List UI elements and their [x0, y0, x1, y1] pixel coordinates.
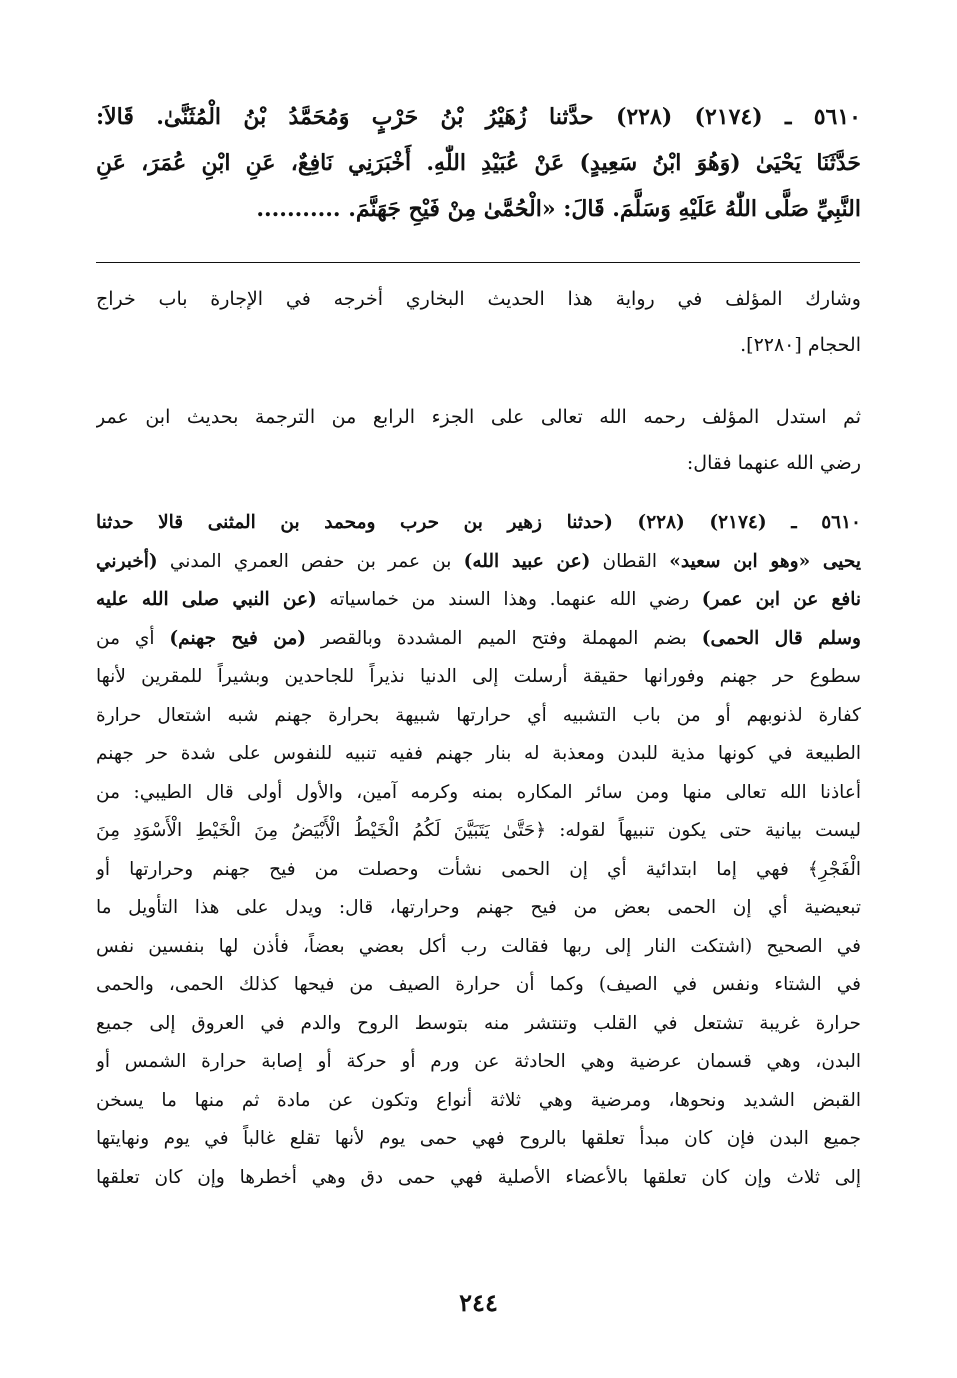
commentary-line: جميع البدن فإن كان مبدأ تعلقها بالروح فهي حمى يوم لأنها تقلع غالباً في يوم ونهايتها [96, 1128, 861, 1149]
separator-rule [96, 262, 860, 263]
lead-line: رضي الله عنهما فقال: [686, 452, 861, 474]
bold-run: (من فيح جهنم) [169, 627, 307, 649]
commentary-line [96, 543, 861, 582]
hadith-line: النَّبِيِّ صَلَّى اللّٰهُ عَلَيْهِ وَسَلَّمَ. قَالَ: «الْحُمَّىٰ مِنْ فَيْحِ جَهَنَّمَ. ........... [256, 196, 861, 222]
text-run: رضي الله عنهما. وهذا السند من خماسياته [316, 589, 702, 610]
bold-run: (عن عبيد الله) [463, 550, 591, 572]
commentary-line: سطوع حر جهنم وفورانها حقيقة أرسلت إلى الدنيا نذيراً للجاحدين وبشيراً للمقرين لأنها [96, 666, 861, 687]
lead-line: ثم استدل المؤلف رحمه الله تعالى على الجزء الرابع من الترجمة بحديث ابن عمر [96, 406, 861, 428]
bold-run: ٥٦١٠ ـ (٢١٧٤) (٢٢٨) (حدثنا زهير بن حرب ومحمد بن المثنى قالا حدثنا [96, 512, 861, 533]
bold-run: وسلم قال الحمى) [701, 627, 861, 649]
commentary-line: حرارة غريبة تشتعل في القلب وتنتشر منه بتوسط الروح والدم في العروق إلى جميع [96, 1012, 861, 1034]
commentary-line: البدن، وهي قسمان عرضية وهي الحادثة عن ورم أو حركة أو إصابة حرارة الشمس أو [96, 1051, 861, 1072]
commentary-line [96, 504, 861, 543]
commentary-line: ليست بيانية حتى يكون تنبيهاً لقوله: ﴿حَتَّىٰ يَتَبَيَّنَ لَكُمُ الْخَيْطُ الْأَبْيَضُ مِنَ الْخَيْطِ الْأَسْوَدِ مِنَ [96, 820, 861, 841]
intro-line: الحجام [٢٢٨٠]. [740, 334, 861, 356]
commentary-text [96, 504, 861, 1197]
bold-run: نافع عن ابن عمر) [701, 589, 861, 610]
bold-run: (عن النبي صلى الله عليه [96, 589, 317, 610]
bold-run: يحيى «وهو ابن سعيد» [669, 550, 861, 572]
hadith-text [96, 94, 861, 232]
hadith-line: ٥٦١٠ ـ (٢١٧٤) (٢٢٨) حدَّثنا زُهَيْرُ بْنُ حَرْبٍ وَمُحَمَّدُ بْنُ الْمُثَنَّىٰ. قَالاَ: [96, 104, 861, 130]
commentary-line: تبعيضية أي إن الحمى بعض من فيح جهنم وحرارتها، قال: ويدل على هذا التأويل ما [96, 897, 861, 918]
commentary-line [96, 581, 861, 620]
page-number: ٢٤٤ [459, 1288, 498, 1317]
bold-run: (أخبرني [96, 550, 158, 572]
commentary-line: إلى ثلاث وإن كان تعلقها بالأعضاء الأصلية فهي حمى دق وهي أخطرها وإن كان تعلقها [96, 1166, 861, 1188]
text-run: أي من [96, 627, 170, 649]
commentary-line: القبض الشديد ونحوها، ومرضية وهي ثلاثة أنواع وتكون عن مادة ثم منها ما يسخن [96, 1089, 861, 1111]
text-run: بضم المهملة وفتح الميم المشددة وبالقصر [306, 627, 702, 649]
commentary-line: في الشتاء ونفس في الصيف) وكما أن حرارة الصيف من فيحها كذلك الحمى، والحمى [96, 974, 861, 995]
commentary-line: الْفَجْرِ﴾ فهي إما ابتدائية أي إن الحمى نشأت وحصلت من فيح جهنم وحرارتها أو [96, 858, 861, 880]
lead-paragraph [96, 394, 861, 486]
intro-note [96, 276, 861, 368]
hadith-line: حَدَّثَنَا يَحْيَىٰ (وَهُوَ ابْنُ سَعِيدٍ) عَنْ عُبَيْدِ اللّٰهِ. أَخْبَرَنِي نَافِعٌ، عَنِ ابْنِ عُمَرَ، عَنِ [96, 150, 861, 176]
intro-line: وشارك المؤلف في رواية هذا الحديث البخاري أخرجه في الإجارة باب خراج [96, 288, 861, 310]
text-run: القطان [590, 550, 670, 572]
commentary-line [96, 620, 861, 659]
commentary-line: كفارة لذنوبهم أو من باب التشبيه أي حرارتها شبيهة بحرارة جهنم شبه اشتعال حرارة [96, 704, 861, 726]
commentary-line: في الصحيح (اشتكت النار إلى ربها فقالت رب أكل بعضي بعضاً، فأذن لها بنفسين نفس [96, 935, 861, 957]
text-run: بن عمر بن حفص العمري المدني [157, 550, 464, 572]
commentary-line: أعاذنا الله تعالى منها ومن سائر المكاره بمنه وكرمه آمين، والأول أولى قال الطيبي: من [96, 781, 861, 803]
commentary-line: الطبيعة في كونها مذية للبدن ومعذبة له بنار جهنم ففيه تنبيه للنفوس على شدة حر جهنم [96, 743, 861, 764]
